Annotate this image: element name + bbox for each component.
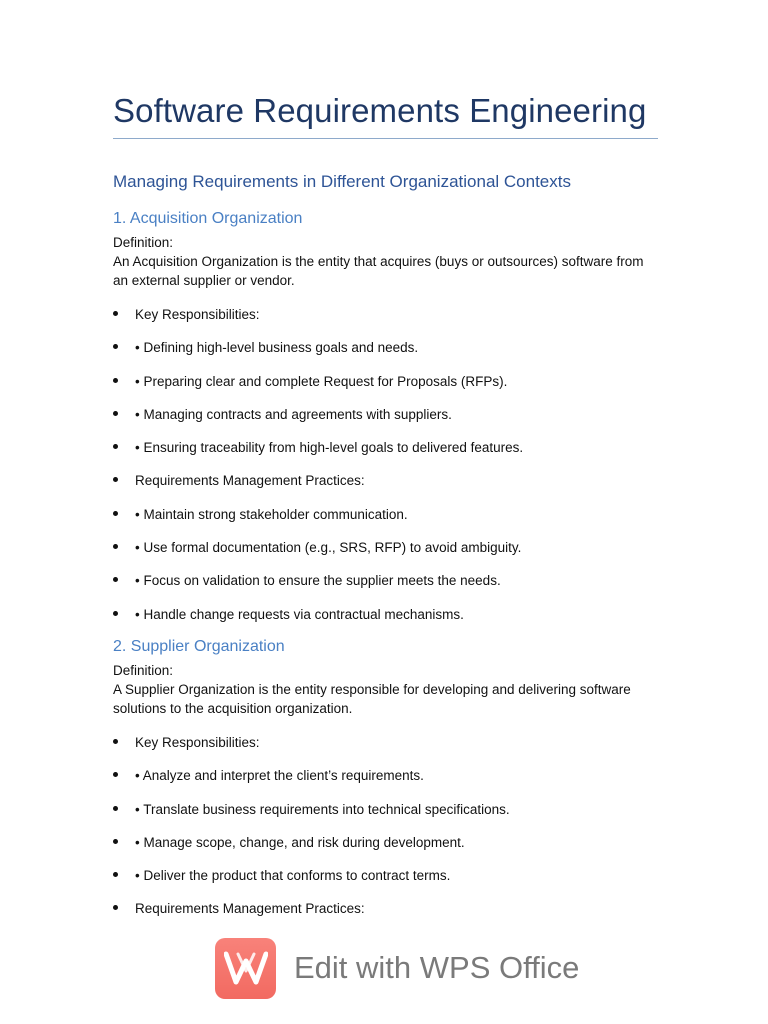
bullet-icon — [113, 544, 118, 549]
list-item — [113, 833, 510, 866]
list-item-text: • Deliver the product that conforms to contract terms. — [135, 868, 451, 884]
list-item-text: • Managing contracts and agreements with suppliers. — [135, 406, 452, 422]
list-item-text: Requirements Management Practices: — [135, 901, 365, 917]
list-item — [113, 438, 523, 471]
list-item — [113, 605, 523, 638]
bullet-list-supplier — [113, 733, 510, 933]
document-title: Software Requirements Engineering — [113, 92, 658, 139]
bullet-icon — [113, 739, 118, 744]
definition-label: Definition: — [113, 235, 174, 250]
bullet-icon — [113, 444, 118, 449]
list-item-text: • Defining high-level business goals and needs. — [135, 340, 419, 356]
definition-text: An Acquisition Organization is the entity that acquires (buys or outsources) software from an external supplier or vendor. — [113, 254, 644, 288]
list-item — [113, 471, 523, 504]
bullet-icon — [113, 611, 118, 616]
wps-edit-label[interactable]: Edit with WPS Office — [294, 950, 580, 985]
list-item-text: • Preparing clear and complete Request for Proposals (RFPs). — [135, 373, 508, 389]
list-item-text: • Maintain strong stakeholder communication. — [135, 506, 408, 522]
bullet-list-acquisition — [113, 305, 523, 638]
wps-edit-banner[interactable] — [215, 936, 579, 1000]
wps-w-icon — [224, 951, 268, 985]
list-item — [113, 800, 510, 833]
list-item — [113, 505, 523, 538]
section-heading-acquisition: 1. Acquisition Organization — [113, 210, 303, 227]
list-item — [113, 538, 523, 571]
list-item-text: Key Responsibilities: — [135, 307, 260, 322]
bullet-icon — [113, 311, 118, 316]
bullet-icon — [113, 905, 118, 910]
list-item — [113, 733, 510, 766]
list-item — [113, 338, 523, 371]
bullet-icon — [113, 872, 118, 877]
bullet-icon — [113, 344, 118, 349]
bullet-icon — [113, 772, 118, 777]
list-item-text: • Ensuring traceability from high-level goals to delivered features. — [135, 440, 524, 456]
list-item — [113, 766, 510, 799]
list-item-text: • Focus on validation to ensure the supplier meets the needs. — [135, 573, 501, 589]
list-item — [113, 571, 523, 604]
bullet-icon — [113, 477, 118, 482]
list-item-text: Requirements Management Practices: — [135, 473, 365, 489]
list-item-text: • Analyze and interpret the client’s requirements. — [135, 768, 424, 784]
bullet-icon — [113, 378, 118, 383]
wps-logo-icon[interactable] — [215, 938, 276, 999]
list-item — [113, 305, 523, 338]
list-item — [113, 899, 510, 932]
definition-label: Definition: — [113, 663, 174, 678]
document-subtitle: Managing Requirements in Different Organizational Contexts — [113, 172, 571, 191]
bullet-icon — [113, 411, 118, 416]
list-item-text: • Manage scope, change, and risk during development. — [135, 834, 465, 850]
list-item-text: • Translate business requirements into technical specifications. — [135, 801, 510, 817]
section-heading-supplier: 2. Supplier Organization — [113, 638, 285, 655]
bullet-icon — [113, 839, 118, 844]
list-item-text: • Handle change requests via contractual mechanisms. — [135, 606, 464, 622]
bullet-icon — [113, 806, 118, 811]
bullet-icon — [113, 577, 118, 582]
list-item — [113, 866, 510, 899]
list-item — [113, 372, 523, 405]
list-item-text: Key Responsibilities: — [135, 735, 260, 750]
definition-text: A Supplier Organization is the entity responsible for developing and delivering software solutions to the acquisition organization. — [113, 682, 631, 716]
list-item-text: • Use formal documentation (e.g., SRS, RFP) to avoid ambiguity. — [135, 540, 522, 556]
list-item — [113, 405, 523, 438]
bullet-icon — [113, 511, 118, 516]
